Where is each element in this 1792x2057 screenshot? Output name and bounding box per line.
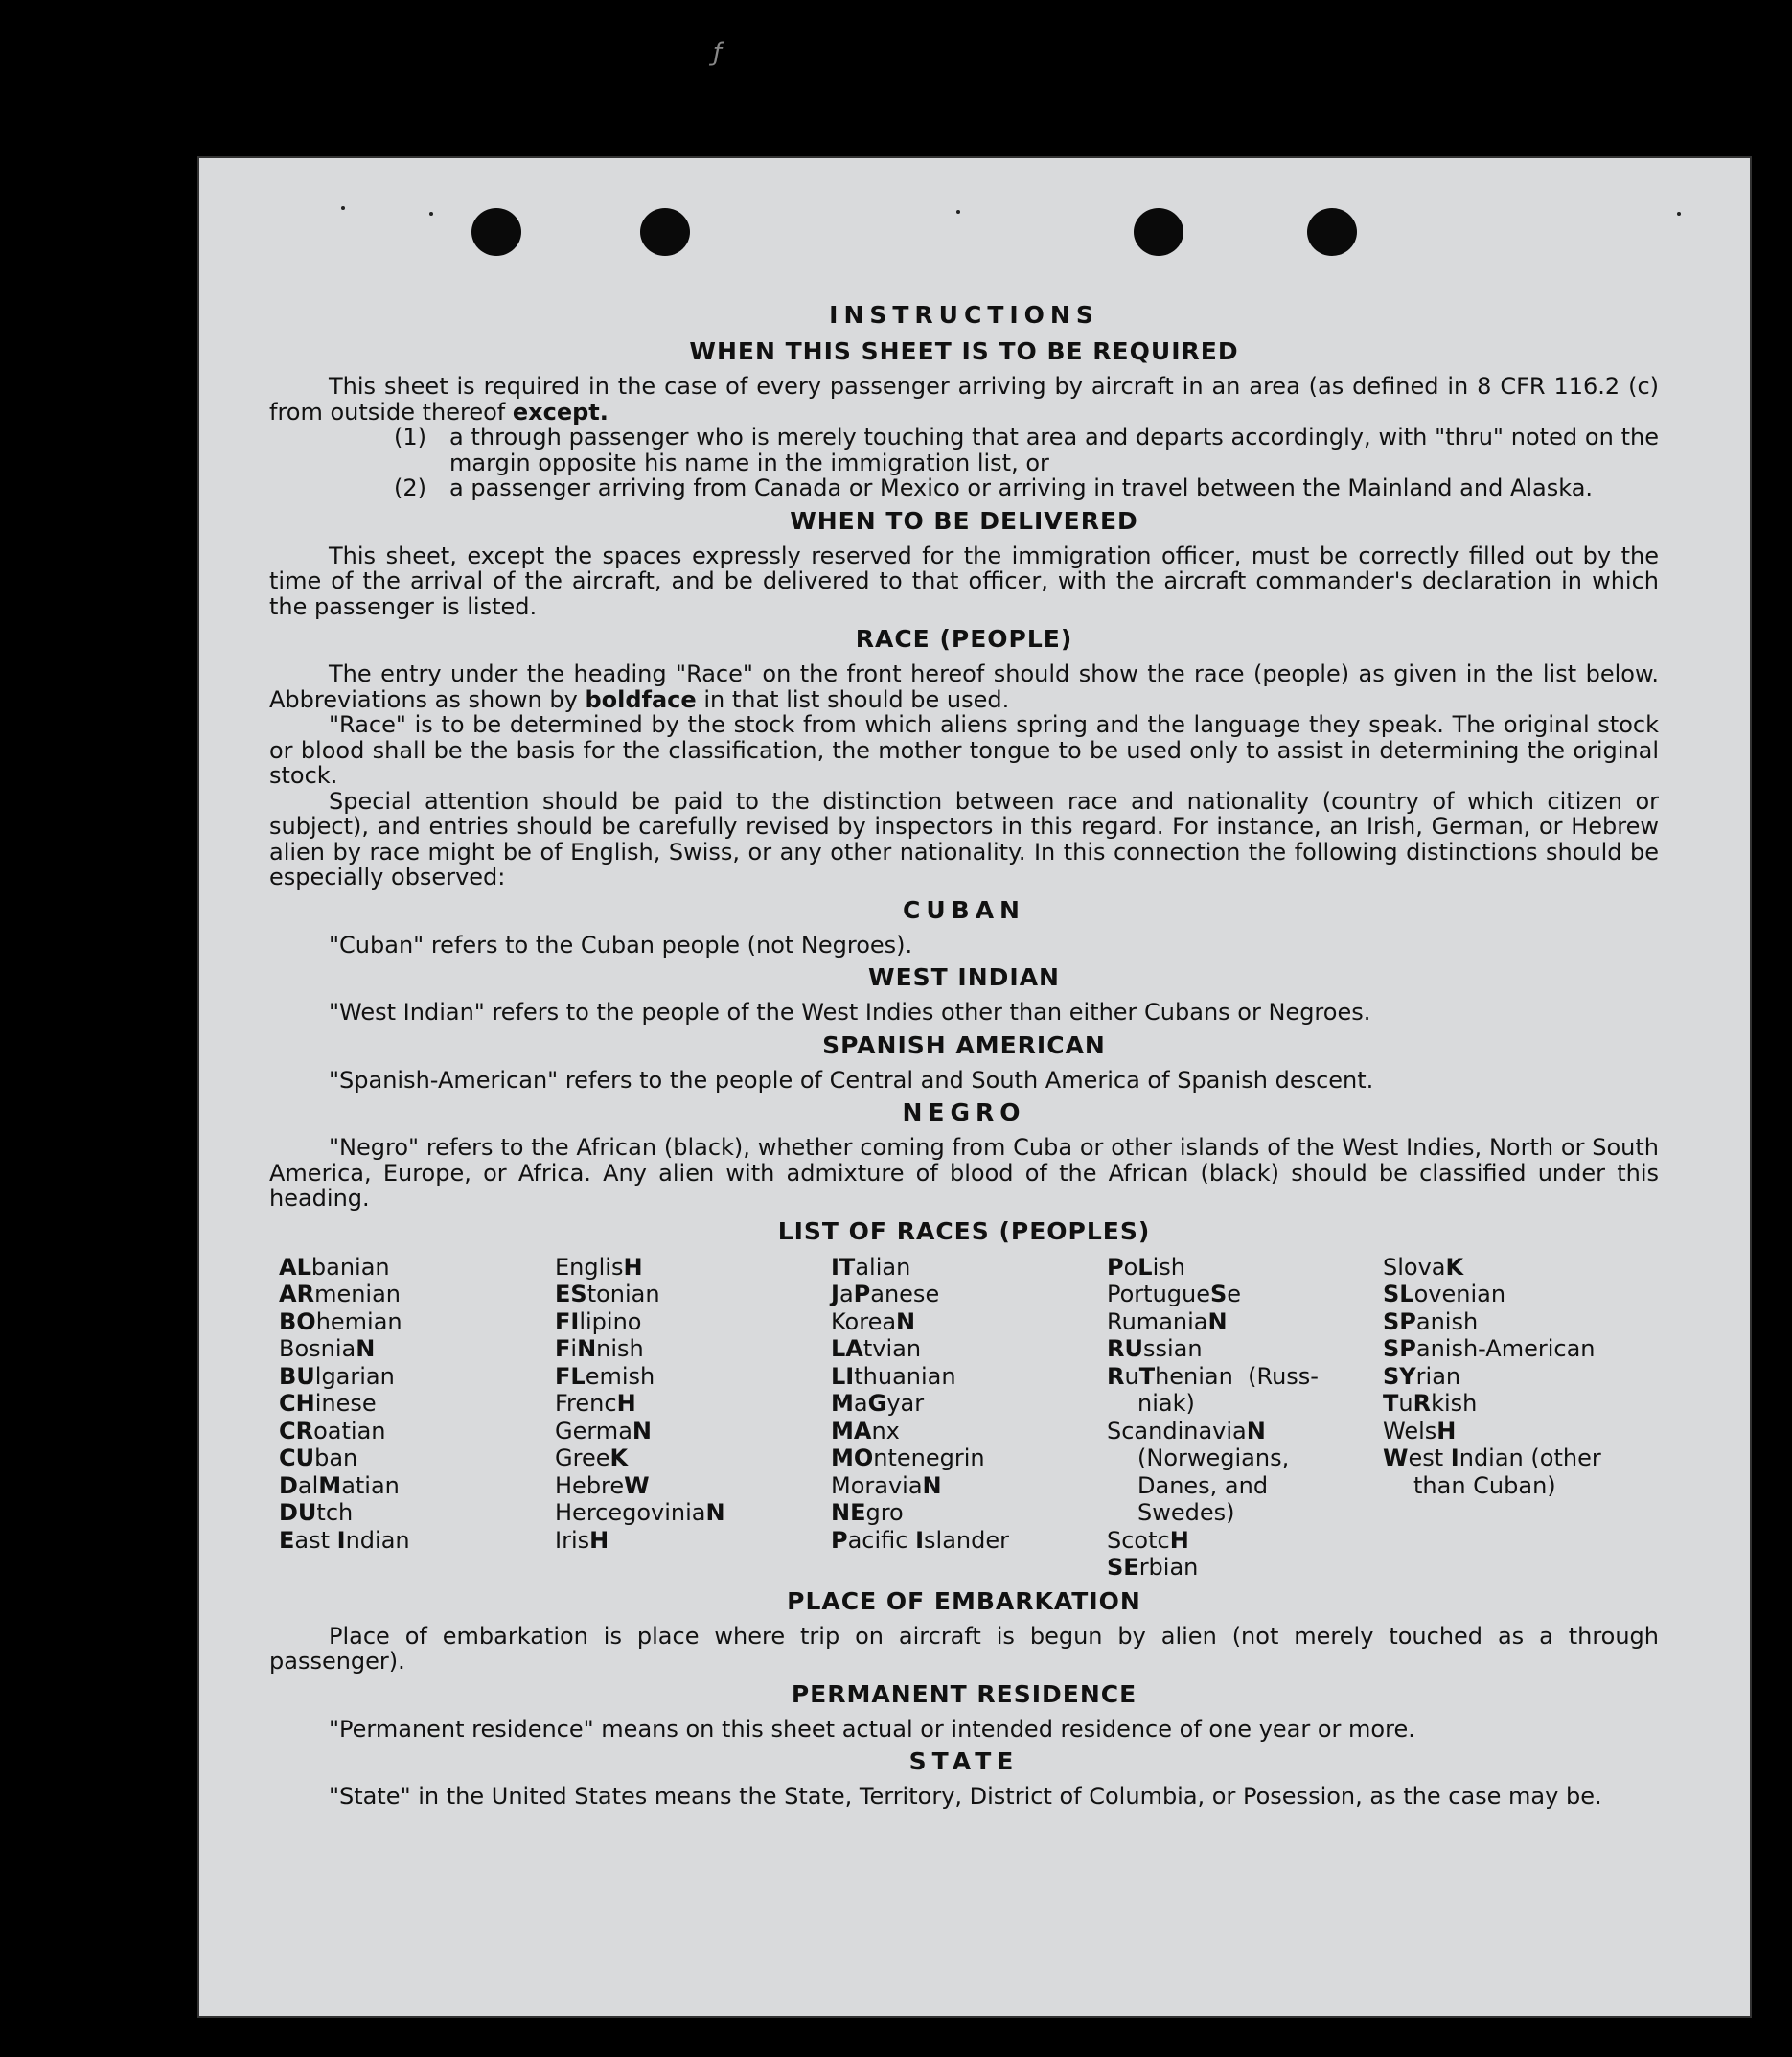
required-item-2: (2) a passenger arriving from Canada or Mexico or arriving in travel between the Mainland and Alaska. — [394, 474, 1594, 501]
race-entry: HebreW — [555, 1471, 650, 1499]
instructions-title: INSTRUCTIONS — [829, 301, 1099, 329]
heading-required: WHEN THIS SHEET IS TO BE REQUIRED — [689, 337, 1239, 365]
heading-state: STATE — [908, 1747, 1020, 1775]
race-entry: LAtvian — [831, 1335, 922, 1362]
punch-hole — [640, 208, 690, 256]
race-entry: DalMatian — [279, 1471, 400, 1499]
race-entry: GreeK — [555, 1445, 629, 1471]
race-entry: MAnx — [831, 1417, 900, 1445]
race-paragraph-1: The entry under the heading "Race" on the front hereof should show the race (people) as given in the list below. Abbreviations as shown by boldface in that list should be used. — [269, 660, 1659, 713]
race-entry: MOntenegrin — [831, 1445, 985, 1471]
heading-negro: NEGRO — [902, 1098, 1026, 1126]
heading-cuban: CUBAN — [903, 895, 1025, 924]
race-entry: niak) — [1137, 1390, 1195, 1417]
race-paragraph-3: Special attention should be paid to the distinction between race and nationality (country of which citizen or subject), and entries should be carefully revised by inspectors in this regard. For instance, an Irish, German, or Hebrew alien by race might be of English, Swiss, or any other nationality. In this connection the following distinctions should be especially observed: — [269, 787, 1659, 890]
west-indian-text: "West Indian" refers to the people of the West Indies other than either Cubans or Negroes. — [329, 999, 1371, 1026]
race-entry: CHinese — [279, 1390, 377, 1417]
residence-text: "Permanent residence" means on this sheet actual or intended residence of one year or more. — [329, 1715, 1415, 1743]
race-entry: ScotcH — [1107, 1526, 1189, 1554]
race-entry: East Indian — [279, 1526, 410, 1554]
cuban-text: "Cuban" refers to the Cuban people (not Negroes). — [329, 931, 913, 959]
race-entry: NEgro — [831, 1499, 904, 1526]
race-entry: SYrian — [1383, 1362, 1461, 1390]
race-entry: ScandinaviaN — [1107, 1417, 1266, 1445]
race-entry: BUlgarian — [279, 1362, 395, 1390]
race-entry: FLemish — [555, 1362, 655, 1390]
race-entry: FiNnish — [555, 1335, 644, 1362]
embarkation-text: Place of embarkation is place where trip on aircraft is begun by alien (not merely touched as a through passenger). — [269, 1622, 1659, 1675]
heading-west-indian: WEST INDIAN — [868, 963, 1060, 991]
punch-hole — [471, 208, 521, 256]
heading-residence: PERMANENT RESIDENCE — [791, 1679, 1137, 1708]
required-intro: This sheet is required in the case of every passenger arriving by aircraft in an area (as defined in 8 CFR 116.2 (c) from outside thereof except. — [269, 373, 1659, 426]
race-entry: GermaN — [555, 1417, 652, 1445]
race-entry: MoraviaN — [831, 1471, 942, 1499]
race-entry: PoLish — [1107, 1253, 1185, 1281]
race-entry: TuRkish — [1383, 1390, 1478, 1417]
speck — [1677, 212, 1681, 216]
race-column — [1107, 1254, 1383, 1582]
race-entry: CUban — [279, 1445, 358, 1471]
heading-list-of-races: LIST OF RACES (PEOPLES) — [777, 1216, 1151, 1245]
race-entry: ALbanian — [279, 1253, 390, 1281]
speck — [956, 210, 960, 214]
race-entry: JaPanese — [831, 1281, 940, 1307]
race-column — [555, 1254, 831, 1582]
race-entry: Danes, and — [1137, 1471, 1269, 1499]
race-entry: (Norwegians, — [1137, 1445, 1290, 1471]
punch-hole — [1307, 208, 1357, 256]
race-column — [831, 1254, 1107, 1582]
race-entry: MaGyar — [831, 1390, 925, 1417]
speck — [429, 212, 433, 216]
race-entry: ITalian — [831, 1253, 911, 1281]
race-paragraph-2: "Race" is to be determined by the stock from which aliens spring and the language they speak. The original stock or blood shall be the basis for the classification, the mother tongue to be used only to assist in determining the original stock. — [269, 711, 1659, 789]
punch-hole — [1134, 208, 1183, 256]
race-entry: SlovaK — [1383, 1253, 1464, 1281]
races-list — [279, 1254, 1659, 1582]
required-item-1: (1) a through passenger who is merely touching that area and departs accordingly, with "thru" noted on the margin opposite his name in the immigration list, or — [394, 424, 1659, 476]
race-entry: CRoatian — [279, 1417, 386, 1445]
race-entry: RUssian — [1107, 1335, 1203, 1362]
race-entry: West Indian (other — [1383, 1445, 1601, 1471]
race-entry: PortugueSe — [1107, 1281, 1242, 1307]
delivered-text: This sheet, except the spaces expressly reserved for the immigration officer, must be correctly filled out by the time of the arrival of the aircraft, and be delivered to that officer, with the aircraft commander's declaration in which the passenger is listed. — [269, 542, 1659, 620]
race-entry: BOhemian — [279, 1307, 402, 1335]
race-entry: IrisH — [555, 1526, 609, 1554]
pen-mark: ƒ — [713, 38, 723, 67]
race-entry: SLovenian — [1383, 1281, 1506, 1307]
race-entry: FrencH — [555, 1390, 636, 1417]
race-entry: HercegoviniaN — [555, 1499, 725, 1526]
race-entry: LIthuanian — [831, 1362, 956, 1390]
heading-race: RACE (PEOPLE) — [855, 625, 1073, 653]
race-column — [279, 1254, 555, 1582]
document-sheet — [199, 158, 1750, 2016]
race-entry: WelsH — [1383, 1417, 1457, 1445]
race-entry: than Cuban) — [1413, 1471, 1556, 1499]
race-entry: DUtch — [279, 1499, 354, 1526]
race-entry: EnglisH — [555, 1253, 643, 1281]
race-entry: RuThenian (Russ- — [1107, 1362, 1319, 1390]
race-entry: BosniaN — [279, 1335, 376, 1362]
race-column — [1383, 1254, 1659, 1582]
race-entry: SErbian — [1107, 1554, 1199, 1581]
heading-spanish-american: SPANISH AMERICAN — [822, 1030, 1106, 1059]
race-entry: RumaniaN — [1107, 1307, 1228, 1335]
heading-embarkation: PLACE OF EMBARKATION — [787, 1586, 1141, 1615]
race-entry: EStonian — [555, 1281, 660, 1307]
race-entry: Pacific Islander — [831, 1526, 1010, 1554]
state-text: "State" in the United States means the State, Territory, District of Columbia, or Posession, as the case may be. — [329, 1783, 1602, 1810]
heading-delivered: WHEN TO BE DELIVERED — [790, 506, 1138, 535]
race-entry: FIlipino — [555, 1307, 642, 1335]
race-entry: KoreaN — [831, 1307, 916, 1335]
speck — [341, 206, 345, 210]
race-entry: SPanish-American — [1383, 1335, 1596, 1362]
race-entry: ARmenian — [279, 1281, 402, 1307]
instructions-body — [269, 295, 1659, 1810]
negro-text: "Negro" refers to the African (black), whether coming from Cuba or other islands of the West Indies, North or South America, Europe, or Africa. Any alien with admixture of blood of the African (black) should be classified under this heading. — [269, 1134, 1659, 1212]
spanish-american-text: "Spanish-American" refers to the people of Central and South America of Spanish descent. — [329, 1066, 1374, 1094]
race-entry: SPanish — [1383, 1307, 1479, 1335]
race-entry: Swedes) — [1137, 1499, 1235, 1526]
